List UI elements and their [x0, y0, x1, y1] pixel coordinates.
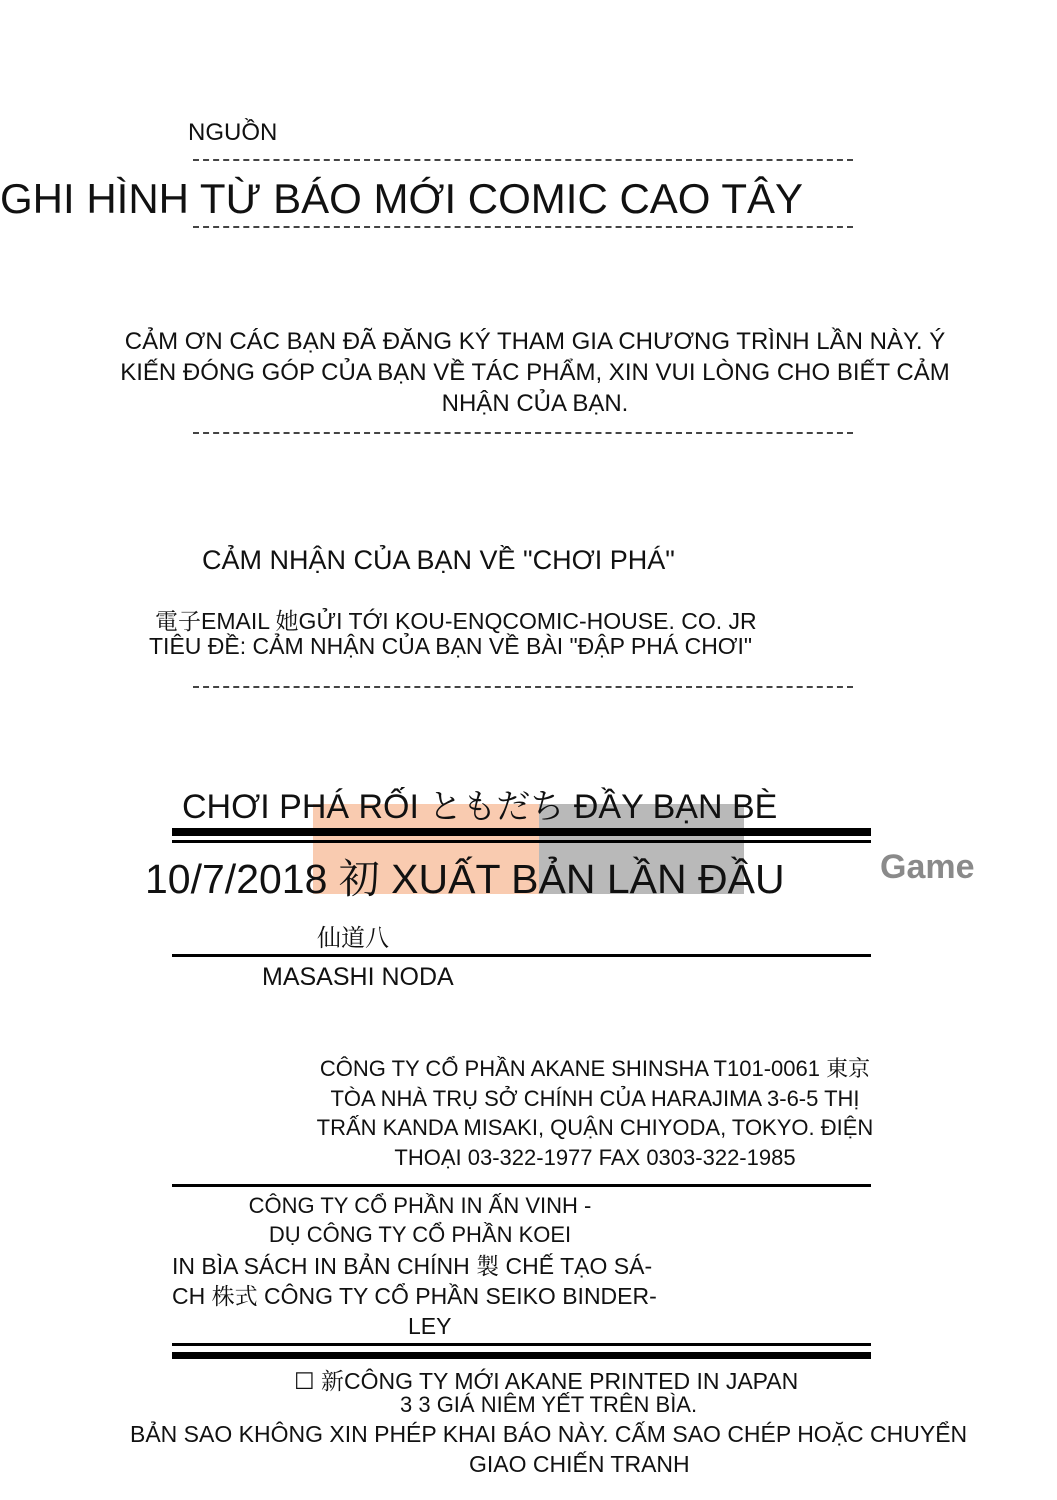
thanks-line: KIẾN ĐÓNG GÓP CỦA BẠN VỀ TÁC PHẨM, XIN VUI LÒNG CHO BIẾT CẢM	[120, 359, 950, 386]
printer-info	[172, 1251, 657, 1341]
rule-thin	[172, 1184, 871, 1187]
printer-line: CH 株式 CÔNG TY CỔ PHẦN SEIKO BINDER-	[172, 1283, 657, 1309]
printer-line: LEY	[408, 1313, 452, 1339]
feedback-email: 電子EMAIL 她GỬI TỚI KOU-ENQCOMIC-HOUSE. CO. JR	[155, 608, 757, 634]
source-title: GHI HÌNH TỪ BÁO MỚI COMIC CAO TÂY	[0, 175, 804, 222]
source-label: NGUỒN	[188, 119, 278, 146]
dashed-divider	[193, 159, 853, 161]
footer-printed: ☐ 新CÔNG TY MỚI AKANE PRINTED IN JAPAN	[294, 1368, 799, 1394]
publisher-line: CÔNG TY CỔ PHẦN AKANE SHINSHA T101-0061 東京	[319, 1056, 871, 1081]
footer-copyright-cont: GIAO CHIẾN TRANH	[469, 1451, 690, 1477]
dashed-divider	[193, 226, 853, 228]
author-name: MASASHI NODA	[262, 963, 454, 991]
publisher-line: TRẤN KANDA MISAKI, QUẬN CHIYODA, TOKYO. ĐIỆN	[316, 1115, 874, 1140]
footer-copyright: BẢN SAO KHÔNG XIN PHÉP KHAI BÁO NÀY. CẤM SAO CHÉP HOẶC CHUYỂN	[130, 1421, 968, 1447]
dashed-divider	[193, 432, 853, 434]
publisher-line: THOẠI 03-322-1977 FAX 0303-322-1985	[394, 1144, 796, 1170]
publisher-line: TÒA NHÀ TRỤ SỞ CHÍNH CỦA HARAJIMA 3-6-5 THỊ	[330, 1085, 860, 1111]
printer-overlay	[180, 1191, 660, 1249]
feedback-subject: TIÊU ĐỀ: CẢM NHẬN CỦA BẠN VỀ BÀI "ĐẬP PHÁ CHƠI"	[149, 633, 753, 659]
book-title: CHƠI PHÁ RỐI ともだち ĐẦY BẠN BÈ	[182, 788, 778, 826]
thanks-line: CẢM ƠN CÁC BẠN ĐÃ ĐĂNG KÝ THAM GIA CHƯƠNG TRÌNH LẦN NÀY. Ý	[124, 328, 946, 355]
rule-thick	[172, 828, 871, 836]
rule-thin	[172, 1343, 871, 1346]
author-kanji: 仙道八	[317, 925, 389, 952]
footer-price: 3 3 GIÁ NIÊM YẾT TRÊN BÌA.	[400, 1392, 698, 1417]
rule-thin	[172, 840, 871, 843]
thanks-line: NHẬN CỦA BẠN.	[441, 390, 629, 417]
publisher-info	[270, 1054, 920, 1172]
edition-date: 10/7/2018 初 XUẤT BẢN LẦN ĐẦU	[145, 856, 785, 902]
printer-overlay-line: CÔNG TY CỔ PHẦN IN ẤN VINH -	[248, 1193, 592, 1218]
feedback-heading: CẢM NHẬN CỦA BẠN VỀ "CHƠI PHÁ"	[202, 545, 675, 575]
rule-thick	[172, 1352, 871, 1359]
thanks-message	[60, 326, 1010, 419]
dashed-divider	[193, 686, 853, 688]
rule-thin	[172, 954, 871, 957]
watermark-text: Game	[880, 848, 975, 886]
printer-overlay-line: DỤ CÔNG TY CỔ PHẦN KOEI	[268, 1222, 572, 1247]
printer-line: IN BÌA SÁCH IN BẢN CHÍNH 製 CHẾ TẠO SÁ-	[172, 1253, 653, 1279]
